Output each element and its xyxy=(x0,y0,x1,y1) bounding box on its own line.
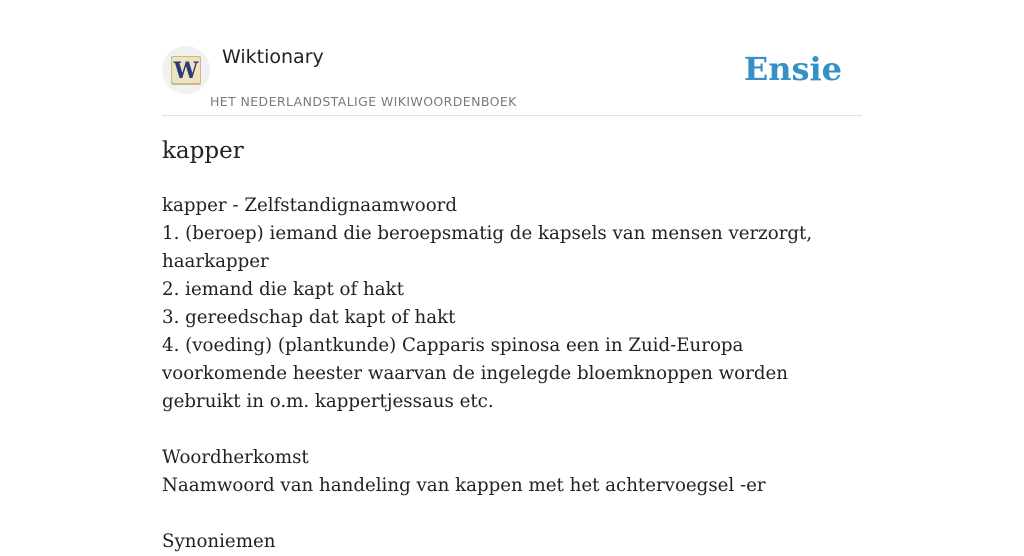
site-header xyxy=(162,44,862,116)
etymology-heading: Woordherkomst xyxy=(162,447,309,468)
page-title: kapper xyxy=(162,138,244,164)
site-subtitle: HET NEDERLANDSTALIGE WIKIWOORDENBOEK xyxy=(210,94,517,109)
part-of-speech-line: kapper - Zelfstandignaamwoord xyxy=(162,195,458,216)
definition-item: 4. (voeding) (plantkunde) Capparis spinosa een in Zuid-Europa voorkomende heester waarvan de ingelegde bloemknoppen worden gebruikt in o.m. kappertjessaus etc. xyxy=(162,335,788,412)
synonyms-heading: Synoniemen xyxy=(162,531,276,552)
definition-item: 1. (beroep) iemand die beroepsmatig de kapsels van mensen verzorgt, haarkapper xyxy=(162,223,813,272)
site-name[interactable]: Wiktionary xyxy=(222,46,324,68)
svg-text:W: W xyxy=(173,58,199,84)
spacer xyxy=(162,500,872,528)
definition-item: 3. gereedschap dat kapt of hakt xyxy=(162,307,456,328)
etymology-text: Naamwoord van handeling van kappen met het achtervoegsel -er xyxy=(162,475,766,496)
ensie-brand-link[interactable]: Ensie xyxy=(743,50,842,88)
entry-content xyxy=(162,192,872,556)
definition-item: 2. iemand die kapt of hakt xyxy=(162,279,404,300)
wiktionary-logo-icon[interactable] xyxy=(162,46,210,94)
spacer xyxy=(162,416,872,444)
